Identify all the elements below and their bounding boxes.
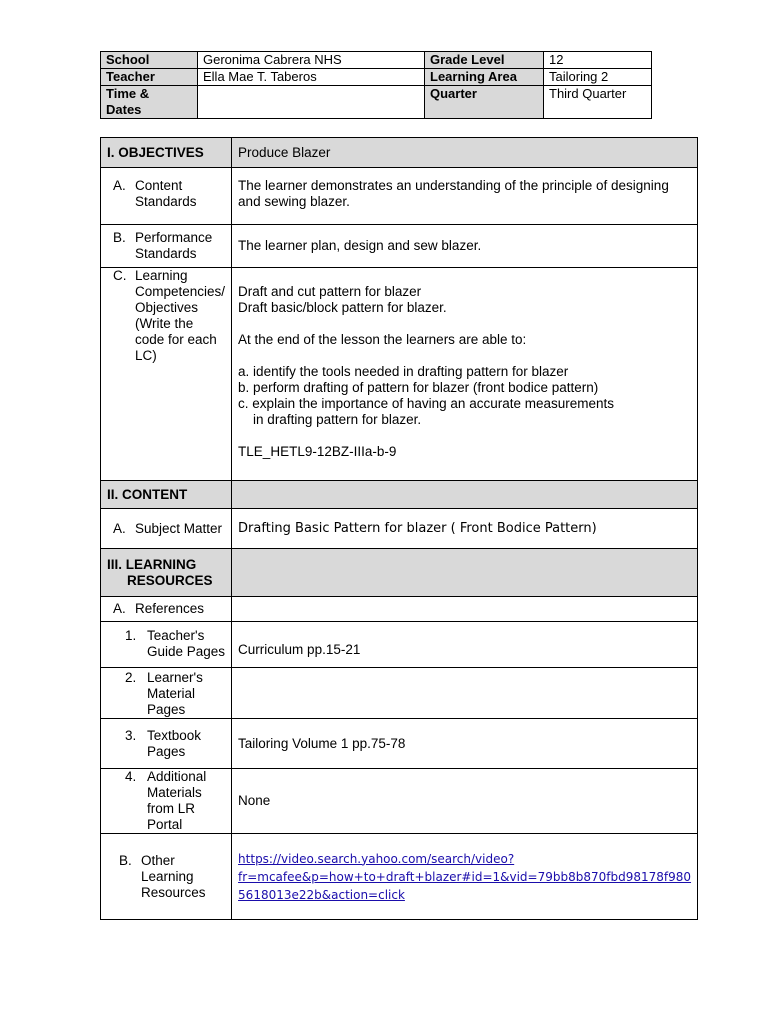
references-value <box>232 597 698 622</box>
learning-competencies-text: Learning Competencies/ Objectives (Write the code for each LC) <box>135 268 226 363</box>
resource-item-label <box>101 719 232 769</box>
grade-value: 12 <box>544 52 652 69</box>
resource-item-label <box>101 668 232 719</box>
learning-competencies-value <box>232 268 698 481</box>
lc-item-c2: in drafting pattern for blazer. <box>253 412 422 427</box>
content-standards-value: The learner demonstrates an understanding of the principle of designing and sewing blazer. <box>232 168 698 225</box>
resource-item-text: Additional Materials from LR Portal <box>147 769 207 832</box>
references-label <box>101 597 232 622</box>
other-resources-link-line3[interactable]: 5618013e22b&action=click <box>238 887 405 902</box>
school-label: School <box>101 52 198 69</box>
resource-item-text: Learner's Material Pages <box>147 670 203 717</box>
resource-item-num: 2. <box>125 670 137 685</box>
time-label <box>101 86 198 119</box>
area-value: Tailoring 2 <box>544 69 652 86</box>
references-text: References <box>135 601 205 616</box>
resource-item-text: Textbook Pages <box>147 727 202 759</box>
objectives-heading-value: Produce Blazer <box>232 138 698 168</box>
quarter-value: Third Quarter <box>544 86 652 119</box>
resource-item-value: Tailoring Volume 1 pp.75-78 <box>232 719 698 769</box>
other-resources-label <box>101 834 232 920</box>
performance-standards-label <box>101 225 232 268</box>
other-resources-text: Other Learning Resources <box>141 852 206 900</box>
subject-matter-text: Subject Matter <box>135 520 223 536</box>
lc-intro: At the end of the lesson the learners are able to: <box>238 332 527 347</box>
area-label: Learning Area <box>425 69 544 86</box>
resource-item-label <box>101 622 232 668</box>
lc-item-b: b. perform drafting of pattern for blazer (front bodice pattern) <box>238 380 599 395</box>
content-heading-value <box>232 481 698 509</box>
lc-line2: Draft basic/block pattern for blazer. <box>238 300 447 315</box>
lc-item-a: a. identify the tools needed in drafting pattern for blazer <box>238 364 569 379</box>
lesson-plan-table <box>100 137 698 920</box>
content-heading: II. CONTENT <box>101 481 232 509</box>
objectives-heading: I. OBJECTIVES <box>101 138 232 168</box>
teacher-value: Ella Mae T. Taberos <box>198 69 425 86</box>
resources-heading-value <box>232 549 698 597</box>
content-standards-text: Content Standards <box>135 178 197 209</box>
lc-item-c1: c. explain the importance of having an accurate measurements <box>238 396 615 411</box>
resource-item-value <box>232 668 698 719</box>
lc-code: TLE_HETL9-12BZ-IIIa-b-9 <box>238 444 397 459</box>
resource-item-num: 1. <box>125 628 137 643</box>
quarter-label: Quarter <box>425 86 544 119</box>
learning-competencies-label <box>101 268 232 481</box>
resources-heading-line2: RESOURCES <box>127 572 213 588</box>
references-num: A. <box>113 601 126 616</box>
time-label-line2: Dates <box>106 102 142 117</box>
other-resources-num: B. <box>119 852 132 868</box>
subject-matter-label <box>101 509 232 549</box>
lc-line1: Draft and cut pattern for blazer <box>238 284 422 299</box>
learning-competencies-num: C. <box>113 268 127 283</box>
resource-item-num: 3. <box>125 727 137 743</box>
time-label-line1: Time & <box>106 86 150 101</box>
resource-item-num: 4. <box>125 769 137 784</box>
resource-item-value: Curriculum pp.15-21 <box>232 622 698 668</box>
resource-item-value: None <box>232 769 698 834</box>
resources-heading <box>101 549 232 597</box>
content-standards-num: A. <box>113 178 126 193</box>
performance-standards-num: B. <box>113 230 126 245</box>
subject-matter-num: A. <box>113 520 126 536</box>
other-resources-value <box>232 834 698 920</box>
subject-matter-value: Drafting Basic Pattern for blazer ( Front Bodice Pattern) <box>232 509 698 549</box>
resources-heading-line1: III. LEARNING <box>107 556 197 572</box>
other-resources-link-line1[interactable]: https://video.search.yahoo.com/search/video? <box>238 851 515 866</box>
other-resources-link-line2[interactable]: fr=mcafee&p=how+to+draft+blazer#id=1&vid=79bb8b870fbd98178f980 <box>238 869 692 884</box>
content-standards-label <box>101 168 232 225</box>
resource-item-label <box>101 769 232 834</box>
resource-item-text: Teacher's Guide Pages <box>147 628 226 659</box>
grade-label: Grade Level <box>425 52 544 69</box>
performance-standards-text: Performance Standards <box>135 230 213 261</box>
teacher-label: Teacher <box>101 69 198 86</box>
school-value: Geronima Cabrera NHS <box>198 52 425 69</box>
performance-standards-value: The learner plan, design and sew blazer. <box>232 225 698 268</box>
header-table <box>100 51 652 119</box>
time-value <box>198 86 425 119</box>
